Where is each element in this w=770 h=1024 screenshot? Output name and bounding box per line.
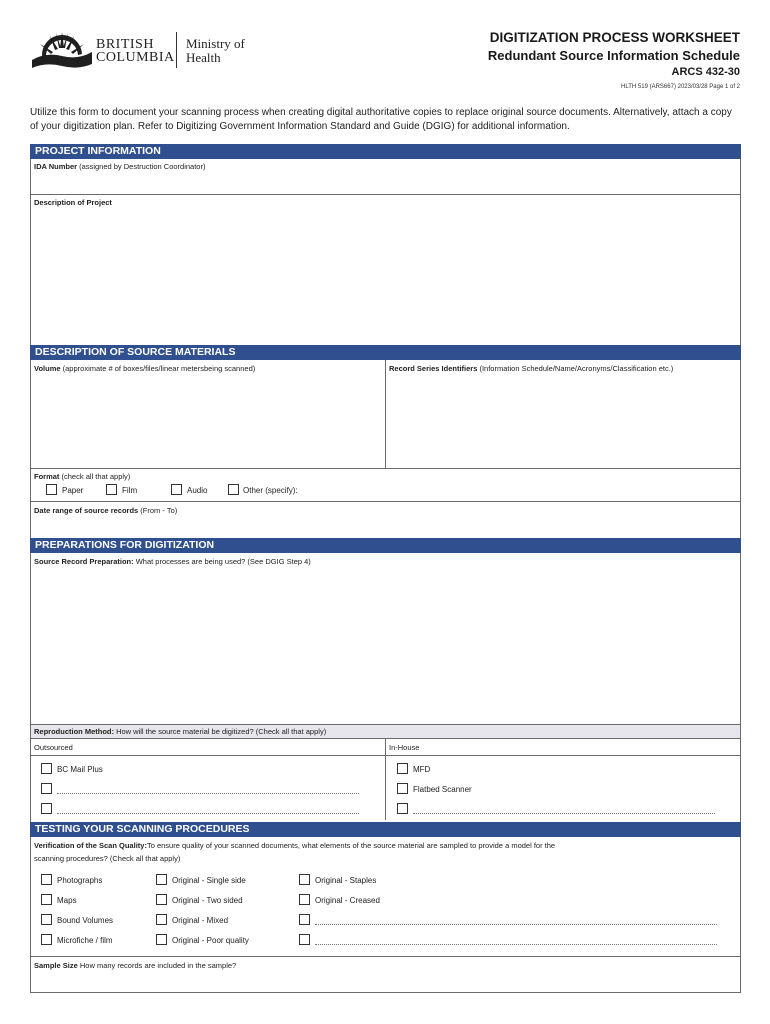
sample-size-label: Sample Size How many records are included in the sample? — [34, 961, 237, 970]
date-range-field[interactable] — [31, 516, 740, 537]
testing-other-2-field[interactable] — [315, 944, 717, 945]
original-staples-label: Original - Staples — [315, 876, 377, 885]
format-audio-checkbox[interactable] — [171, 484, 182, 495]
format-film-label: Film — [122, 486, 138, 495]
outsourced-other-1-checkbox[interactable] — [41, 783, 52, 794]
mfd-checkbox[interactable] — [397, 763, 408, 774]
mfd-label: MFD — [413, 765, 431, 774]
flatbed-scanner-label: Flatbed Scanner — [413, 785, 472, 794]
org-name — [96, 38, 175, 64]
microfiche-film-checkbox[interactable] — [41, 934, 52, 945]
volume-label: Volume (approximate # of boxes/files/linear metersbeing scanned) — [34, 364, 256, 373]
bc-sun-logo-icon — [30, 30, 94, 70]
outsourced-other-2-checkbox[interactable] — [41, 803, 52, 814]
section-source-materials: DESCRIPTION OF SOURCE MATERIALS — [30, 345, 741, 360]
format-audio-label: Audio — [187, 486, 208, 495]
form-title: DIGITIZATION PROCESS WORKSHEET — [489, 30, 740, 45]
testing-other-1-field[interactable] — [315, 924, 717, 925]
format-label: Format (check all that apply) — [34, 472, 131, 481]
outsourced-label: Outsourced — [34, 743, 73, 752]
project-description-label: Description of Project — [34, 198, 112, 207]
original-staples-checkbox[interactable] — [299, 874, 310, 885]
inhouse-other-checkbox[interactable] — [397, 803, 408, 814]
sample-size-field[interactable] — [31, 971, 740, 992]
maps-label: Maps — [57, 896, 77, 905]
maps-checkbox[interactable] — [41, 894, 52, 905]
ida-number-field[interactable] — [31, 172, 740, 194]
original-two-sided-checkbox[interactable] — [156, 894, 167, 905]
ministry-line-2: Health — [186, 50, 221, 65]
format-paper-label: Paper — [62, 486, 84, 495]
source-record-prep-label: Source Record Preparation: What processes are being used? (See DGIG Step 4) — [34, 557, 311, 566]
bound-volumes-label: Bound Volumes — [57, 916, 114, 925]
intro-text: Utilize this form to document your scanning process when creating digital authoritative copies to replace original source documents. Alternatively, attach a copy of your digitization plan. Refer to Digitizing Government Information Standard and Guide (DGIG) for additional information. — [30, 107, 732, 132]
original-single-side-label: Original - Single side — [172, 876, 246, 885]
original-poor-quality-label: Original - Poor quality — [172, 936, 249, 945]
bc-mail-plus-label: BC Mail Plus — [57, 765, 103, 774]
record-series-label: Record Series Identifiers (Information Schedule/Name/Acronyms/Classification etc.) — [389, 364, 674, 373]
source-record-prep-field[interactable] — [31, 567, 740, 722]
original-mixed-label: Original - Mixed — [172, 916, 229, 925]
format-film-checkbox[interactable] — [106, 484, 117, 495]
verification-note-2: scanning procedures? (Check all that apply) — [34, 854, 181, 863]
flatbed-scanner-checkbox[interactable] — [397, 783, 408, 794]
microfiche-film-label: Microfiche / film — [57, 936, 113, 945]
photographs-label: Photographs — [57, 876, 103, 885]
format-paper-checkbox[interactable] — [46, 484, 57, 495]
ministry-line-1: Ministry of — [186, 36, 245, 51]
inhouse-label: In-House — [389, 743, 420, 752]
date-range-label: Date range of source records (From - To) — [34, 506, 178, 515]
section-preparations: PREPARATIONS FOR DIGITIZATION — [30, 538, 741, 553]
verification-label: Verification of the Scan Quality:To ensure quality of your scanned documents, what elements of the source material are sampled to provide a model for the — [34, 841, 556, 850]
section-project-information: PROJECT INFORMATION — [30, 144, 741, 159]
ministry-name — [186, 37, 245, 65]
original-poor-quality-checkbox[interactable] — [156, 934, 167, 945]
outsourced-other-1-field[interactable] — [57, 793, 359, 794]
org-line-1: BRITISH — [96, 37, 154, 52]
bc-logo — [30, 30, 260, 76]
project-description-field[interactable] — [31, 208, 740, 343]
record-series-field[interactable] — [386, 374, 740, 467]
photographs-checkbox[interactable] — [41, 874, 52, 885]
arcs-number: ARCS 432-30 — [671, 66, 740, 78]
logo-divider — [176, 32, 177, 68]
original-creased-label: Original - Creased — [315, 896, 380, 905]
form-meta: HLTH 519 (ARS667) 2023/03/28 Page 1 of 2 — [621, 84, 740, 90]
outsourced-other-2-field[interactable] — [57, 813, 359, 814]
original-mixed-checkbox[interactable] — [156, 914, 167, 925]
testing-other-2-checkbox[interactable] — [299, 934, 310, 945]
inhouse-other-field[interactable] — [413, 813, 715, 814]
bound-volumes-checkbox[interactable] — [41, 914, 52, 925]
ida-number-label: IDA Number (assigned by Destruction Coordinator) — [34, 162, 206, 171]
form-subtitle: Redundant Source Information Schedule — [487, 48, 740, 63]
original-creased-checkbox[interactable] — [299, 894, 310, 905]
original-two-sided-label: Original - Two sided — [172, 896, 243, 905]
original-single-side-checkbox[interactable] — [156, 874, 167, 885]
format-other-checkbox[interactable] — [228, 484, 239, 495]
bc-mail-plus-checkbox[interactable] — [41, 763, 52, 774]
org-line-2: COLUMBIA — [96, 50, 175, 65]
testing-other-1-checkbox[interactable] — [299, 914, 310, 925]
reproduction-method-label: Reproduction Method: How will the source material be digitized? (Check all that apply) — [34, 727, 327, 736]
format-other-label: Other (specify): — [243, 486, 298, 495]
section-testing: TESTING YOUR SCANNING PROCEDURES — [30, 822, 741, 837]
volume-field[interactable] — [31, 374, 384, 467]
